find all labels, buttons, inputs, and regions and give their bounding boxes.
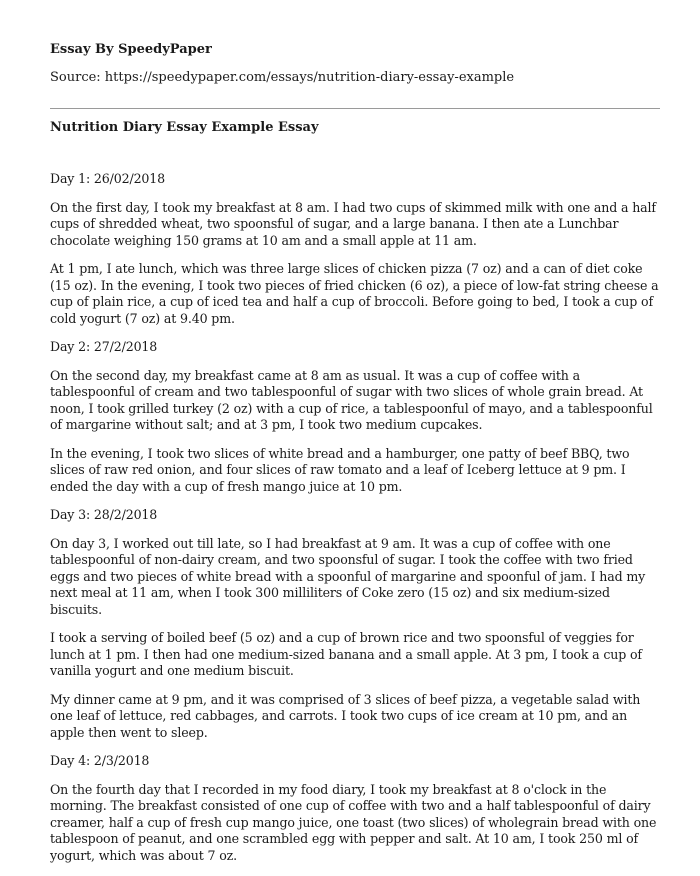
- paragraph: At 1 pm, I ate lunch, which was three large slices of chicken pizza (7 oz) and a can of diet coke (15 oz). In the evening, I took two pieces of fried chicken (6 oz), a piece of low-fat string cheese a cup of plain rice, a cup of iced tea and half a cup of broccoli. Before going to bed, I took a cup of cold yogurt (7 oz) at 9.40 pm.: [50, 261, 659, 326]
- paragraph: On the first day, I took my breakfast at 8 am. I had two cups of skimmed milk with one and a half cups of shredded wheat, two spoonsful of sugar, and a large banana. I then ate a Lunchbar chocolate weighing 150 grams at 10 am and a small apple at 11 am.: [50, 199, 656, 248]
- day-heading: Day 4: 2/3/2018: [50, 753, 150, 768]
- paragraph: On the fourth day that I recorded in my food diary, I took my breakfast at 8 o'clock in the morning. The breakfast consisted of one cup of coffee with two and a half tablespoonful of dairy creamer, half a cup of fresh cup mango juice, one toast (two slices) of wholegrain bread with one tablespoon of peanut, and one scrambled egg with pepper and salt. At 10 am, I took 250 ml of yogurt, which was about 7 oz.: [50, 781, 657, 863]
- document-header: [50, 40, 660, 88]
- publisher-name: Essay By SpeedyPaper: [50, 42, 212, 57]
- day-heading: Day 3: 28/2/2018: [50, 507, 158, 522]
- paragraph: In the evening, I took two slices of white bread and a hamburger, one patty of beef BBQ, two slices of raw red onion, and four slices of raw tomato and a leaf of Iceberg lettuce at 9 pm. I ended the day with a cup of fresh mango juice at 10 pm.: [50, 445, 630, 494]
- day-heading: Day 2: 27/2/2018: [50, 339, 158, 354]
- paragraph: My dinner came at 9 pm, and it was comprised of 3 slices of beef pizza, a vegetable salad with one leaf of lettuce, red cabbages, and carrots. I took two cups of ice cream at 10 pm, and an apple then went to sleep.: [50, 691, 641, 740]
- header-divider: [50, 108, 660, 109]
- source-url: Source: https://speedypaper.com/essays/nutrition-diary-essay-example: [50, 70, 515, 85]
- day-heading: Day 1: 26/02/2018: [50, 171, 166, 186]
- paragraph: On the second day, my breakfast came at 8 am as usual. It was a cup of coffee with a tablespoonful of cream and two tablespoonful of sugar with two slices of whole grain bread. At noon, I took grilled turkey (2 oz) with a cup of rice, a tablespoonful of mayo, and a tablespoonful of margarine without salt; and at 3 pm, I took two medium cupcakes.: [50, 367, 653, 432]
- paragraph: On day 3, I worked out till late, so I had breakfast at 9 am. It was a cup of coffee with one tablespoonful of non-dairy cream, and two spoonsful of sugar. I took the coffee with two fried eggs and two pieces of white bread with a spoonful of margarine and spoonful of jam. I had my next meal at 11 am, when I took 300 milliliters of Coke zero (15 oz) and six medium-sized biscuits.: [50, 535, 646, 617]
- paragraph: I took a serving of boiled beef (5 oz) and a cup of brown rice and two spoonsful of veggies for lunch at 1 pm. I then had one medium-sized banana and a small apple. At 3 pm, I took a cup of vanilla yogurt and one medium biscuit.: [50, 630, 642, 678]
- essay-title: Nutrition Diary Essay Example Essay: [50, 120, 319, 135]
- essay-body: [50, 171, 665, 876]
